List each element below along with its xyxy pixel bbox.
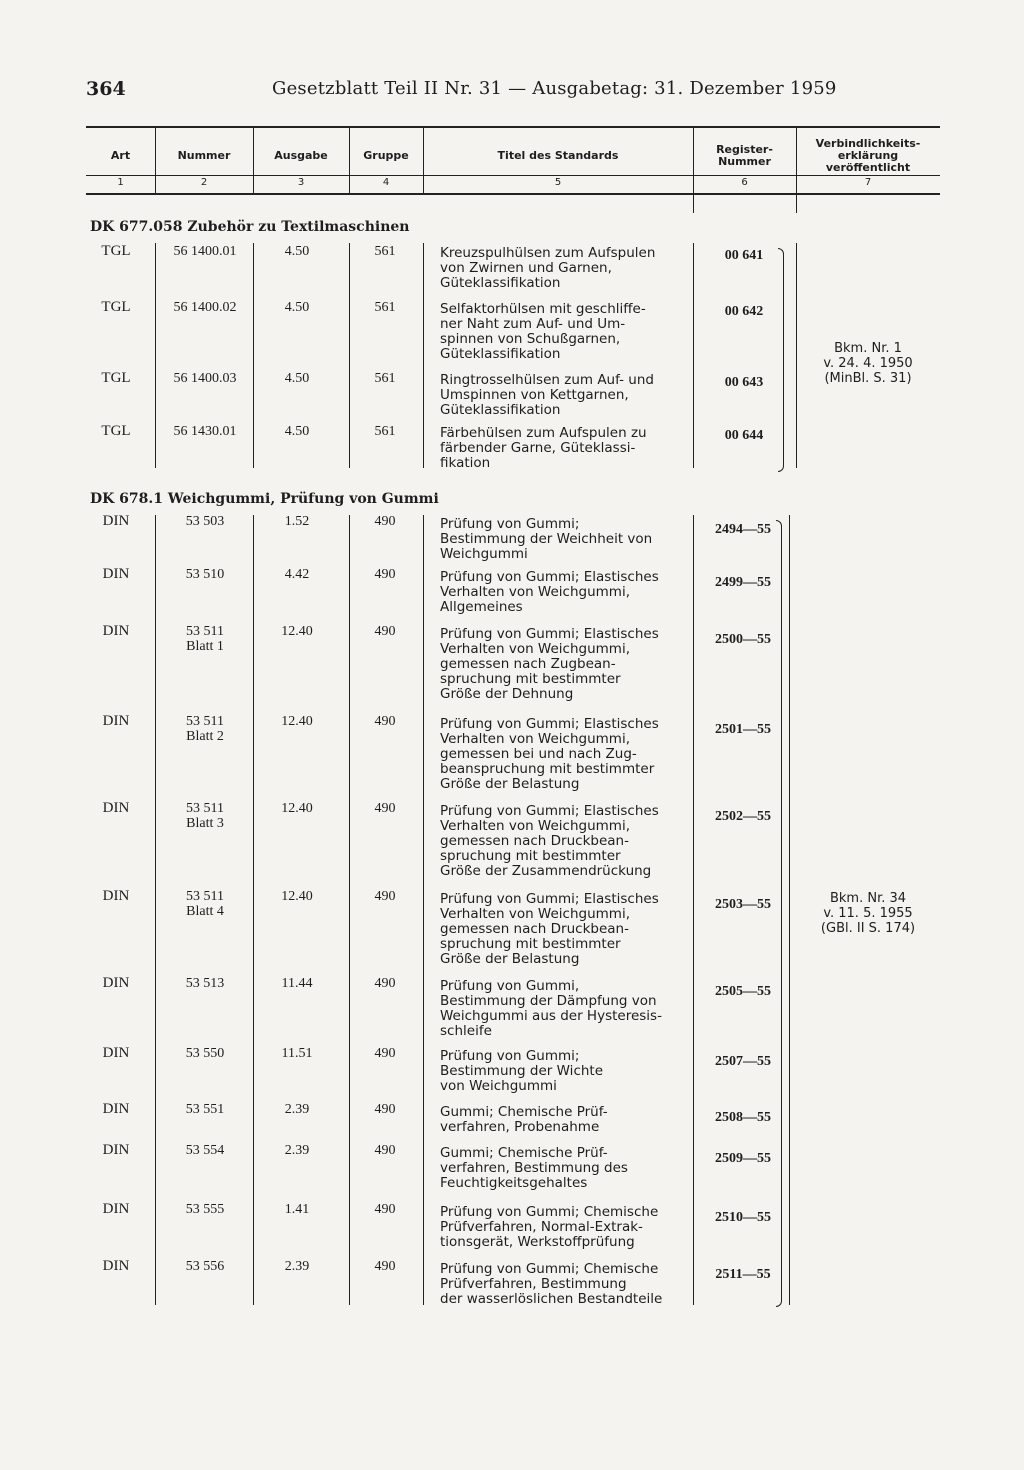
row-gruppe: 561 bbox=[374, 424, 396, 439]
row-gruppe: 490 bbox=[374, 567, 396, 582]
bracket bbox=[778, 248, 784, 472]
column-number: 6 bbox=[741, 177, 748, 188]
row-art: DIN bbox=[102, 1045, 130, 1061]
row-titel: Ringtrosselhülsen zum Auf- und Umspinnen von Kettgarnen, Güteklassifikation bbox=[440, 372, 654, 418]
row-nummer: 53 503 bbox=[185, 514, 225, 529]
column-rule bbox=[789, 515, 790, 1305]
row-register: 2509—55 bbox=[715, 1151, 771, 1166]
row-ausgabe: 12.40 bbox=[281, 624, 313, 639]
row-register: 2503—55 bbox=[715, 897, 771, 912]
column-number: 7 bbox=[864, 177, 872, 188]
row-gruppe: 490 bbox=[374, 1102, 396, 1117]
column-rule bbox=[796, 193, 797, 213]
row-gruppe: 490 bbox=[374, 1259, 396, 1274]
column-number: 2 bbox=[200, 177, 208, 188]
row-titel: Färbehülsen zum Aufspulen zu färbender Garne, Güteklassi- fikation bbox=[440, 425, 647, 471]
row-titel: Prüfung von Gummi; Elastisches Verhalten von Weichgummi, gemessen bei und nach Zug- beanspruchung mit bestimmter Größe der Belastung bbox=[440, 716, 659, 792]
column-rule bbox=[693, 243, 694, 468]
column-number: 1 bbox=[117, 177, 124, 188]
row-ausgabe: 12.40 bbox=[281, 714, 313, 729]
section-publication: Bkm. Nr. 1 v. 24. 4. 1950 (MinBl. S. 31) bbox=[823, 341, 913, 386]
row-nummer: 53 554 bbox=[185, 1143, 225, 1158]
row-ausgabe: 1.52 bbox=[284, 514, 310, 529]
row-ausgabe: 12.40 bbox=[281, 889, 313, 904]
row-gruppe: 490 bbox=[374, 801, 396, 816]
column-header: Register- Nummer bbox=[716, 143, 773, 168]
row-art: TGL bbox=[101, 299, 131, 315]
row-ausgabe: 2.39 bbox=[284, 1102, 310, 1117]
row-art: TGL bbox=[101, 423, 131, 439]
row-gruppe: 490 bbox=[374, 624, 396, 639]
row-register: 2502—55 bbox=[715, 809, 771, 824]
row-ausgabe: 11.44 bbox=[281, 976, 313, 991]
row-register: 2499—55 bbox=[715, 575, 771, 590]
row-gruppe: 490 bbox=[374, 889, 396, 904]
row-art: DIN bbox=[102, 1258, 130, 1274]
header-bottom-rule bbox=[86, 193, 940, 195]
row-nummer: 53 511 Blatt 3 bbox=[186, 801, 224, 831]
column-header: Titel des Standards bbox=[497, 149, 619, 162]
row-nummer: 53 555 bbox=[185, 1202, 225, 1217]
row-art: DIN bbox=[102, 713, 130, 729]
row-titel: Selfaktorhülsen mit geschliffe- ner Naht zum Auf- und Um- spinnen von Schußgarnen, Güteklassifikation bbox=[440, 301, 646, 362]
column-header: Ausgabe bbox=[274, 149, 328, 162]
row-nummer: 53 513 bbox=[185, 976, 225, 991]
row-nummer: 53 510 bbox=[185, 567, 225, 582]
column-rule bbox=[693, 193, 694, 213]
row-register: 00 643 bbox=[724, 375, 764, 390]
row-titel: Prüfung von Gummi; Elastisches Verhalten von Weichgummi, gemessen nach Druckbean- spruchung mit bestimmter Größe der Belastung bbox=[440, 891, 659, 967]
column-rule bbox=[349, 243, 350, 468]
row-ausgabe: 4.42 bbox=[284, 567, 310, 582]
row-ausgabe: 12.40 bbox=[281, 801, 313, 816]
row-nummer: 53 556 bbox=[185, 1259, 225, 1274]
row-titel: Prüfung von Gummi; Chemische Prüfverfahren, Bestimmung der wasserlöslichen Bestandteile bbox=[440, 1261, 663, 1307]
bracket bbox=[776, 520, 782, 1307]
row-nummer: 53 511 Blatt 4 bbox=[186, 889, 224, 919]
row-gruppe: 490 bbox=[374, 1202, 396, 1217]
row-gruppe: 490 bbox=[374, 514, 396, 529]
row-art: DIN bbox=[102, 1101, 130, 1117]
row-ausgabe: 2.39 bbox=[284, 1143, 310, 1158]
row-gruppe: 490 bbox=[374, 1143, 396, 1158]
page-number: 364 bbox=[86, 78, 126, 100]
row-nummer: 56 1400.02 bbox=[173, 300, 237, 315]
column-rule bbox=[253, 515, 254, 1305]
row-gruppe: 490 bbox=[374, 1046, 396, 1061]
row-nummer: 53 550 bbox=[185, 1046, 225, 1061]
row-ausgabe: 1.41 bbox=[284, 1202, 310, 1217]
row-register: 2507—55 bbox=[715, 1054, 771, 1069]
row-register: 2511—55 bbox=[715, 1267, 771, 1282]
row-ausgabe: 4.50 bbox=[284, 244, 310, 259]
row-art: DIN bbox=[102, 1142, 130, 1158]
row-ausgabe: 4.50 bbox=[284, 300, 310, 315]
row-art: TGL bbox=[101, 370, 131, 386]
column-rule bbox=[349, 515, 350, 1305]
row-register: 00 644 bbox=[724, 428, 764, 443]
row-gruppe: 561 bbox=[374, 371, 396, 386]
column-header: Verbindlichkeits- erklärung veröffentlicht bbox=[815, 137, 921, 174]
row-register: 2510—55 bbox=[715, 1210, 771, 1225]
row-nummer: 53 511 Blatt 2 bbox=[186, 714, 224, 744]
header-divider-rule bbox=[86, 175, 940, 176]
column-rule bbox=[423, 515, 424, 1305]
row-art: DIN bbox=[102, 800, 130, 816]
row-art: DIN bbox=[102, 623, 130, 639]
row-ausgabe: 2.39 bbox=[284, 1259, 310, 1274]
table-top-rule bbox=[86, 126, 940, 128]
row-titel: Kreuzspulhülsen zum Aufspulen von Zwirnen und Garnen, Güteklassifikation bbox=[440, 245, 656, 291]
column-number: 4 bbox=[382, 177, 390, 188]
row-art: DIN bbox=[102, 566, 130, 582]
row-nummer: 56 1430.01 bbox=[173, 424, 237, 439]
row-art: DIN bbox=[102, 975, 130, 991]
row-art: DIN bbox=[102, 888, 130, 904]
row-register: 2494—55 bbox=[715, 522, 771, 537]
row-register: 00 642 bbox=[724, 304, 764, 319]
row-gruppe: 561 bbox=[374, 244, 396, 259]
row-nummer: 56 1400.01 bbox=[173, 244, 237, 259]
row-gruppe: 490 bbox=[374, 714, 396, 729]
section-heading: DK 677.058 Zubehör zu Textilmaschinen bbox=[90, 219, 410, 235]
row-titel: Gummi; Chemische Prüf- verfahren, Probenahme bbox=[440, 1104, 608, 1135]
column-rule bbox=[253, 243, 254, 468]
row-titel: Prüfung von Gummi; Elastisches Verhalten von Weichgummi, gemessen nach Druckbean- spruchung mit bestimmter Größe der Zusammendrückung bbox=[440, 803, 659, 879]
row-art: TGL bbox=[101, 243, 131, 259]
row-register: 2500—55 bbox=[715, 632, 771, 647]
row-titel: Prüfung von Gummi; Elastisches Verhalten von Weichgummi, Allgemeines bbox=[440, 569, 659, 615]
row-nummer: 56 1400.03 bbox=[173, 371, 237, 386]
row-nummer: 53 511 Blatt 1 bbox=[186, 624, 224, 654]
row-gruppe: 490 bbox=[374, 976, 396, 991]
section-publication: Bkm. Nr. 34 v. 11. 5. 1955 (GBl. II S. 174) bbox=[820, 891, 916, 936]
row-register: 2505—55 bbox=[715, 984, 771, 999]
row-titel: Prüfung von Gummi; Bestimmung der Wichte von Weichgummi bbox=[440, 1048, 604, 1094]
row-art: DIN bbox=[102, 1201, 130, 1217]
row-titel: Gummi; Chemische Prüf- verfahren, Bestimmung des Feuchtigkeitsgehaltes bbox=[440, 1145, 628, 1191]
row-titel: Prüfung von Gummi; Bestimmung der Weichheit von Weichgummi bbox=[440, 516, 653, 562]
column-number: 5 bbox=[554, 177, 562, 188]
column-rule bbox=[423, 243, 424, 468]
column-rule bbox=[796, 243, 797, 468]
column-header: Nummer bbox=[177, 149, 231, 162]
column-number: 3 bbox=[297, 177, 305, 188]
row-ausgabe: 4.50 bbox=[284, 371, 310, 386]
row-register: 00 641 bbox=[724, 248, 764, 263]
column-rule bbox=[693, 515, 694, 1305]
row-titel: Prüfung von Gummi; Elastisches Verhalten von Weichgummi, gemessen nach Zugbean- spruchung mit bestimmter Größe der Dehnung bbox=[440, 626, 659, 702]
row-titel: Prüfung von Gummi, Bestimmung der Dämpfung von Weichgummi aus der Hysteresis- schleife bbox=[440, 978, 662, 1039]
row-register: 2501—55 bbox=[715, 722, 771, 737]
row-ausgabe: 4.50 bbox=[284, 424, 310, 439]
column-header: Gruppe bbox=[363, 149, 409, 162]
row-register: 2508—55 bbox=[715, 1110, 771, 1125]
row-titel: Prüfung von Gummi; Chemische Prüfverfahren, Normal-Extrak- tionsgerät, Werkstoffprüfung bbox=[440, 1204, 659, 1250]
row-nummer: 53 551 bbox=[185, 1102, 225, 1117]
row-art: DIN bbox=[102, 513, 130, 529]
page-header-title: Gesetzblatt Teil II Nr. 31 — Ausgabetag: 31. Dezember 1959 bbox=[272, 78, 837, 99]
column-header: Art bbox=[110, 149, 131, 162]
column-rule bbox=[155, 243, 156, 468]
row-gruppe: 561 bbox=[374, 300, 396, 315]
column-rule bbox=[155, 515, 156, 1305]
section-heading: DK 678.1 Weichgummi, Prüfung von Gummi bbox=[90, 491, 439, 507]
row-ausgabe: 11.51 bbox=[281, 1046, 313, 1061]
